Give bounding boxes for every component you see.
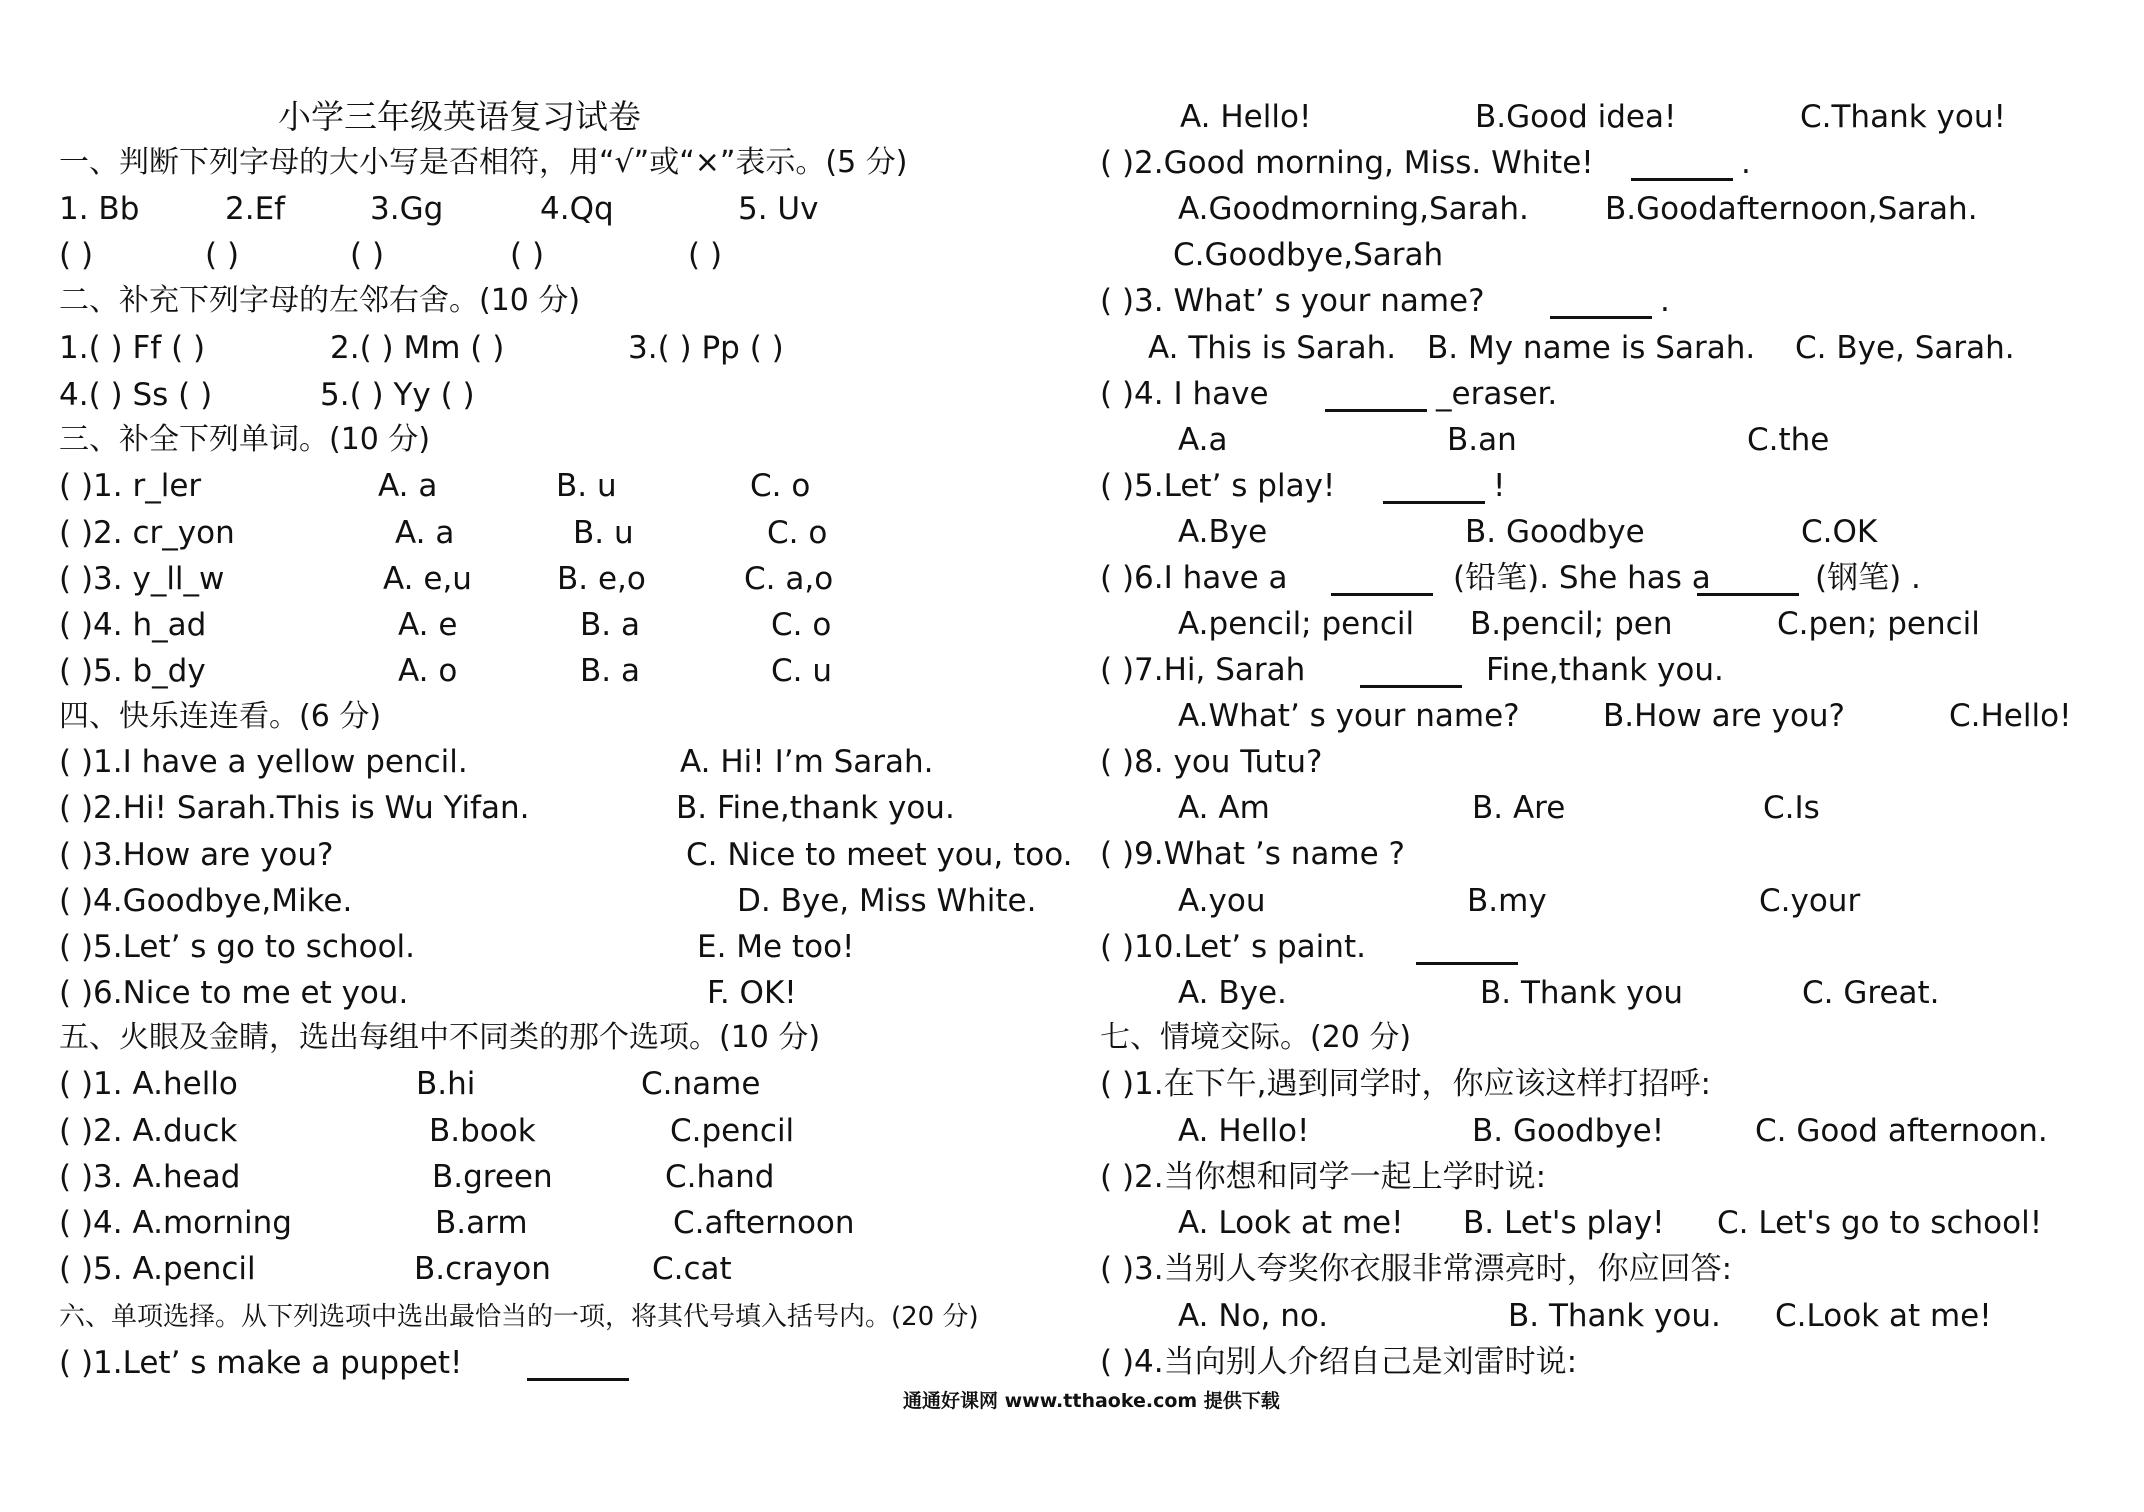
s4-answer-b: B. Fine,thank you. [676,790,955,826]
s5-q3-opt-b: B.green [432,1159,553,1195]
s1-item-4: 4.Qq [540,191,614,227]
s6-q10-blank[interactable] [1416,962,1518,965]
s1-item-2: 2.Ef [225,191,286,227]
page-title: 小学三年级英语复习试卷 [278,97,641,136]
s6-q7-blank[interactable] [1360,685,1462,688]
s4-answer-f: F. OK! [707,975,797,1011]
s6-q6-blank-2[interactable] [1697,593,1799,596]
s6-q4-tail: _eraser. [1436,376,1558,412]
s6-q3-opt-b: B. My name is Sarah. [1427,330,1756,366]
s7-q2-opt-c: C. Let's go to school! [1717,1205,2043,1241]
section-7-heading: 七、情境交际。(20 分) [1100,1020,1412,1055]
section-6-heading: 六、单项选择。从下列选项中选出最恰当的一项，将其代号填入括号内。(20 分) [59,1302,979,1332]
s3-q1-opt-c: C. o [750,468,811,504]
s4-q6[interactable]: ( )6.Nice to me et you. [59,975,409,1011]
s6-q9[interactable]: ( )9.What ’s name ? [1100,836,1406,872]
s7-q1[interactable]: ( )1.在下午,遇到同学时，你应该这样打招呼: [1100,1066,1711,1102]
s4-answer-e: E. Me too! [697,929,855,965]
s1-answer-1[interactable]: ( ) [59,237,94,273]
s6-q1-opt-a: A. Hello! [1180,99,1312,135]
s7-q1-opt-c: C. Good afternoon. [1755,1113,2048,1149]
s5-q3[interactable]: ( )3. A.head [59,1159,241,1195]
s7-q2[interactable]: ( )2.当你想和同学一起上学时说: [1100,1159,1547,1195]
s1-answer-5[interactable]: ( ) [688,237,723,273]
s6-q5-opt-b: B. Goodbye [1465,514,1645,550]
s6-q7-opt-c: C.Hello! [1949,698,2072,734]
s2-item-ff[interactable]: 1.( ) Ff ( ) [59,330,206,366]
s3-q4[interactable]: ( )4. h_ad [59,607,207,643]
s3-q1-opt-b: B. u [556,468,617,504]
s2-item-pp[interactable]: 3.( ) Pp ( ) [628,330,784,366]
s3-q2-opt-a: A. a [395,515,455,551]
s2-item-mm[interactable]: 2.( ) Mm ( ) [330,330,505,366]
s6-q5-blank[interactable] [1383,501,1485,504]
s6-q5[interactable]: ( )5.Let’ s play! [1100,468,1336,504]
s6-q2-blank[interactable] [1631,178,1733,181]
s7-q3[interactable]: ( )3.当别人夸奖你衣服非常漂亮时，你应回答: [1100,1251,1733,1287]
s6-q1-opt-c: C.Thank you! [1800,99,2006,135]
s5-q5[interactable]: ( )5. A.pencil [59,1251,256,1287]
s3-q3[interactable]: ( )3. y_ll_w [59,561,225,597]
s6-q4-opt-a: A.a [1178,422,1228,458]
s3-q3-opt-a: A. e,u [383,561,472,597]
s6-q5-opt-a: A.Bye [1178,514,1268,550]
s6-q9-opt-b: B.my [1467,883,1547,919]
s6-q2-period: . [1741,145,1751,181]
s5-q2[interactable]: ( )2. A.duck [59,1113,238,1149]
section-4-heading: 四、快乐连连看。(6 分) [59,699,382,734]
section-2-heading: 二、补充下列字母的左邻右舍。(10 分) [59,283,581,318]
s6-q7-opt-b: B.How are you? [1603,698,1846,734]
s4-answer-d: D. Bye, Miss White. [737,883,1037,919]
s3-q1-opt-a: A. a [378,468,438,504]
s6-q6-middle: (铅笔). She has a [1453,560,1711,596]
s3-q2-opt-c: C. o [767,515,828,551]
s3-q5-opt-c: C. u [771,653,833,689]
s4-answer-a: A. Hi! I’m Sarah. [680,744,934,780]
s6-q6[interactable]: ( )6.I have a [1100,560,1288,596]
s6-q3-opt-c: C. Bye, Sarah. [1795,330,2015,366]
s4-q2[interactable]: ( )2.Hi! Sarah.This is Wu Yifan. [59,790,530,826]
s3-q3-opt-c: C. a,o [744,561,834,597]
s6-q7[interactable]: ( )7.Hi, Sarah [1100,652,1306,688]
s1-answer-3[interactable]: ( ) [350,237,385,273]
s7-q1-opt-b: B. Goodbye! [1472,1113,1665,1149]
s7-q4[interactable]: ( )4.当向别人介绍自己是刘雷时说: [1100,1344,1578,1380]
s5-q4-opt-b: B.arm [435,1205,528,1241]
s5-q2-opt-b: B.book [429,1113,536,1149]
s6-q3[interactable]: ( )3. What’ s your name? [1100,283,1485,319]
s6-q8-opt-a: A. Am [1178,790,1270,826]
s7-q2-opt-a: A. Look at me! [1178,1205,1404,1241]
s7-q1-opt-a: A. Hello! [1178,1113,1310,1149]
s5-q5-opt-c: C.cat [652,1251,732,1287]
s3-q1[interactable]: ( )1. r_ler [59,468,202,504]
s6-q8[interactable]: ( )8. you Tutu? [1100,744,1323,780]
s6-q10-opt-b: B. Thank you [1480,975,1683,1011]
s6-q9-opt-a: A.you [1178,883,1266,919]
s7-q3-opt-c: C.Look at me! [1775,1298,1992,1334]
s6-q2-opt-b: B.Goodafternoon,Sarah. [1605,191,1978,227]
s6-q10[interactable]: ( )10.Let’ s paint. [1100,929,1366,965]
footer-credit: 通通好课网 www.tthaoke.com 提供下载 [903,1390,1280,1412]
s6-q1[interactable]: ( )1.Let’ s make a puppet! [59,1345,463,1381]
s6-q2-opt-a: A.Goodmorning,Sarah. [1178,191,1529,227]
s6-q6-opt-a: A.pencil; pencil [1178,606,1415,642]
s5-q1[interactable]: ( )1. A.hello [59,1066,238,1102]
s6-q1-opt-b: B.Good idea! [1475,99,1677,135]
s5-q3-opt-c: C.hand [665,1159,775,1195]
section-5-heading: 五、火眼及金睛，选出每组中不同类的那个选项。(10 分) [59,1020,821,1055]
s7-q3-opt-b: B. Thank you. [1508,1298,1721,1334]
s6-q5-opt-c: C.OK [1801,514,1878,550]
section-1-heading: 一、判断下列字母的大小写是否相符，用“√”或“×”表示。(5 分) [59,145,908,180]
s6-q3-blank[interactable] [1550,316,1652,319]
s3-q4-opt-c: C. o [771,607,832,643]
s3-q3-opt-b: B. e,o [557,561,646,597]
s7-q2-opt-b: B. Let's play! [1463,1205,1665,1241]
s1-item-1: 1. Bb [59,191,140,227]
s6-q4[interactable]: ( )4. I have [1100,376,1269,412]
s5-q4-opt-c: C.afternoon [673,1205,855,1241]
s6-q9-opt-c: C.your [1759,883,1861,919]
s5-q1-opt-c: C.name [641,1066,761,1102]
s6-q6-tail: (钢笔) . [1815,560,1921,596]
s6-q8-opt-b: B. Are [1472,790,1566,826]
s4-q1[interactable]: ( )1.I have a yellow pencil. [59,744,468,780]
s3-q5-opt-a: A. o [398,653,458,689]
s3-q4-opt-a: A. e [398,607,458,643]
s5-q2-opt-c: C.pencil [670,1113,795,1149]
s1-answer-4[interactable]: ( ) [510,237,545,273]
s6-q6-opt-b: B.pencil; pen [1470,606,1673,642]
s4-q5[interactable]: ( )5.Let’ s go to school. [59,929,416,965]
s6-q8-opt-c: C.Is [1763,790,1820,826]
s6-q6-opt-c: C.pen; pencil [1777,606,1980,642]
s6-q4-blank[interactable] [1325,409,1427,412]
s4-q3[interactable]: ( )3.How are you? [59,837,334,873]
s6-q2-opt-c: C.Goodbye,Sarah [1173,237,1444,273]
s6-q2[interactable]: ( )2.Good morning, Miss. White! [1100,145,1594,181]
s3-q2[interactable]: ( )2. cr_yon [59,515,235,551]
s6-q5-tail: ! [1493,468,1506,504]
s4-answer-c: C. Nice to meet you, too. [686,837,1073,873]
s3-q5[interactable]: ( )5. b_dy [59,653,206,689]
s1-answer-2[interactable]: ( ) [205,237,240,273]
s5-q4[interactable]: ( )4. A.morning [59,1205,292,1241]
s1-item-3: 3.Gg [370,191,444,227]
s7-q3-opt-a: A. No, no. [1178,1298,1329,1334]
s6-q6-blank-1[interactable] [1331,593,1433,596]
s2-item-ss[interactable]: 4.( ) Ss ( ) [59,377,213,413]
s6-q4-opt-b: B.an [1447,422,1517,458]
s2-item-yy[interactable]: 5.( ) Yy ( ) [320,377,475,413]
s6-q10-opt-a: A. Bye. [1178,975,1287,1011]
section-3-heading: 三、补全下列单词。(10 分) [59,422,431,457]
s5-q1-opt-b: B.hi [416,1066,476,1102]
s6-q7-tail: Fine,thank you. [1486,652,1724,688]
s6-q3-period: . [1660,283,1670,319]
s3-q5-opt-b: B. a [580,653,640,689]
s1-item-5: 5. Uv [738,191,819,227]
s6-q7-opt-a: A.What’ s your name? [1178,698,1520,734]
s6-q10-opt-c: C. Great. [1802,975,1940,1011]
s6-q3-opt-a: A. This is Sarah. [1148,330,1397,366]
s4-q4[interactable]: ( )4.Goodbye,Mike. [59,883,353,919]
s3-q2-opt-b: B. u [573,515,634,551]
s6-q4-opt-c: C.the [1747,422,1830,458]
s5-q5-opt-b: B.crayon [414,1251,551,1287]
s3-q4-opt-b: B. a [580,607,640,643]
s6-q1-blank[interactable] [527,1378,629,1381]
